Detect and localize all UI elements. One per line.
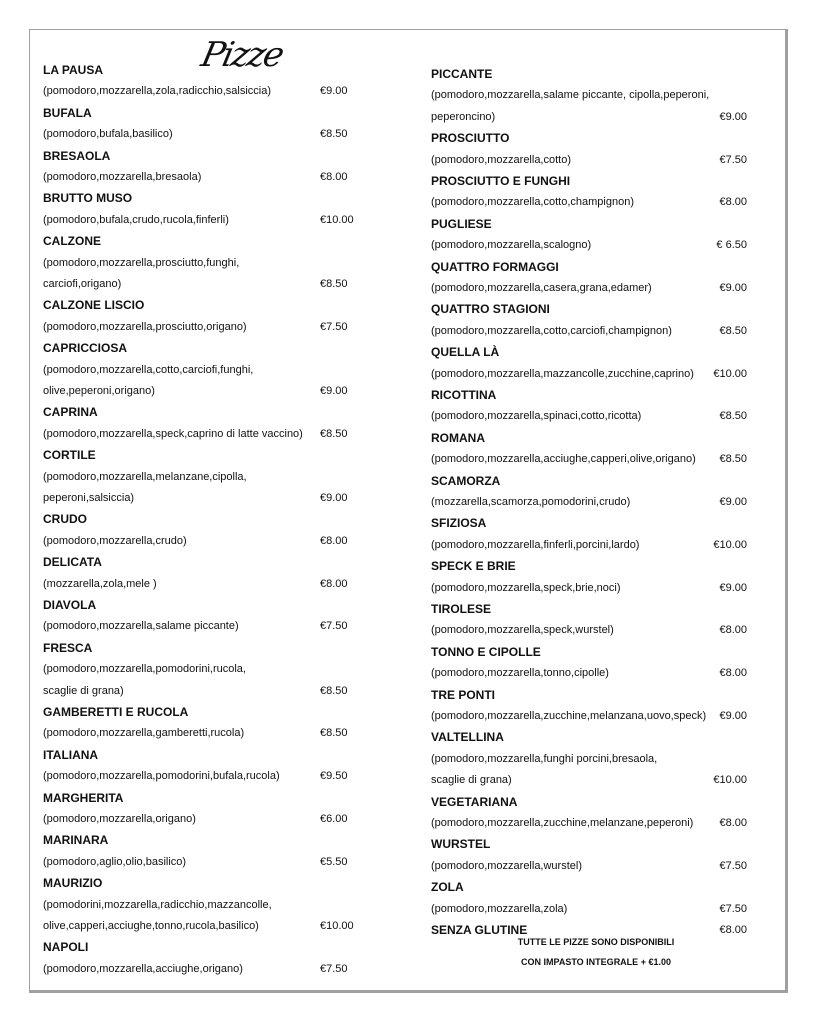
pizza-name: NAPOLI bbox=[43, 940, 89, 955]
pizza-ingredients: (pomodoro,mozzarella,cotto,carciofi,champignon) bbox=[431, 324, 672, 337]
pizza-price: €9.00 bbox=[719, 282, 747, 294]
pizza-price: €7.50 bbox=[320, 962, 348, 975]
pizza-price: €8.50 bbox=[320, 684, 348, 697]
pizza-name: MARGHERITA bbox=[43, 790, 124, 805]
pizza-price: €8.50 bbox=[320, 427, 348, 440]
pizza-price: €10.00 bbox=[320, 213, 354, 226]
footer-line-1: TUTTE LE PIZZE SONO DISPONIBILI bbox=[517, 937, 675, 947]
pizza-ingredients: (pomodoro,mozzarella,origano) bbox=[43, 813, 196, 825]
pizza-ingredients: scaglie di grana) bbox=[43, 684, 124, 697]
pizza-name: CALZONE bbox=[43, 234, 101, 249]
pizza-price: €8.50 bbox=[719, 453, 747, 466]
pizza-name: MARINARA bbox=[43, 833, 109, 848]
pizza-name: GAMBERETTI E RUCOLA bbox=[43, 705, 189, 719]
pizza-ingredients: (pomodoro,mozzarella,speck,wurstel) bbox=[431, 624, 614, 637]
pizza-name: VEGETARIANA bbox=[431, 794, 518, 809]
pizza-ingredients: (pomodoro,mozzarella,speck,brie,noci) bbox=[431, 581, 621, 594]
pizza-ingredients: (pomodoro,mozzarella,bresaola) bbox=[43, 171, 202, 183]
pizza-ingredients: (pomodoro,mozzarella,crudo) bbox=[43, 534, 187, 547]
pizza-name: SPECK E BRIE bbox=[431, 559, 516, 574]
pizza-price: €9.00 bbox=[719, 710, 747, 722]
pizza-price: €9.00 bbox=[320, 492, 348, 504]
pizza-price: €8.00 bbox=[320, 534, 348, 547]
pizza-price: €7.50 bbox=[719, 902, 747, 915]
pizza-name: CAPRINA bbox=[43, 405, 98, 420]
pizza-name: CRUDO bbox=[43, 512, 87, 527]
pizza-ingredients: (pomodoro,mozzarella,zucchine,melanzane,peperoni) bbox=[431, 817, 694, 829]
pizza-ingredients: (pomodoro,bufala,basilico) bbox=[43, 128, 173, 141]
pizza-price: €8.00 bbox=[719, 196, 747, 209]
pizza-ingredients: (pomodoro,mozzarella,cotto,champignon) bbox=[431, 196, 634, 209]
pizza-ingredients: (pomodoro,mozzarella,acciughe,origano) bbox=[43, 962, 243, 975]
pizza-name: MAURIZIO bbox=[43, 876, 103, 891]
pizza-ingredients: (pomodoro,mozzarella,acciughe,capperi,olive,origano) bbox=[431, 453, 696, 466]
pizza-name: CAPRICCIOSA bbox=[43, 341, 128, 356]
pizza-name: DIAVOLA bbox=[43, 598, 97, 612]
pizza-price: €8.00 bbox=[719, 667, 747, 680]
pizza-ingredients: scaglie di grana) bbox=[431, 774, 512, 787]
pizza-name: TONNO E CIPOLLE bbox=[431, 644, 541, 659]
pizza-price: €8.50 bbox=[320, 278, 348, 290]
pizza-name: SFIZIOSA bbox=[431, 516, 487, 531]
pizza-ingredients: (pomodoro,mozzarella,mazzancolle,zucchine,caprino) bbox=[431, 367, 694, 380]
pizza-name: PUGLIESE bbox=[431, 216, 492, 231]
pizza-price: €8.50 bbox=[719, 410, 747, 423]
pizza-name: PROSCIUTTO E FUNGHI bbox=[431, 174, 571, 188]
pizza-ingredients: (pomodoro,mozzarella,spinaci,cotto,ricotta) bbox=[431, 410, 642, 423]
pizza-ingredients: (mozzarella,scamorza,pomodorini,crudo) bbox=[431, 496, 631, 508]
pizza-price: €7.50 bbox=[719, 859, 747, 872]
pizza-price: €9.00 bbox=[320, 85, 348, 98]
pizza-price: €10.00 bbox=[713, 538, 747, 551]
pizza-name: TIROLESE bbox=[431, 602, 492, 616]
pizza-name: WURSTEL bbox=[431, 837, 491, 852]
pizza-price: €7.50 bbox=[719, 153, 747, 166]
pizza-ingredients: (pomodoro,mozzarella,salame piccante, cipolla,peperoni, bbox=[431, 89, 710, 102]
pizza-ingredients: (pomodoro,mozzarella,melanzane,cipolla, bbox=[43, 470, 247, 483]
pizza-ingredients: (pomodoro,mozzarella,funghi porcini,bresaola, bbox=[431, 752, 658, 765]
pizza-ingredients: (pomodoro,mozzarella,pomodorini,rucola, bbox=[43, 663, 246, 676]
pizza-name: RICOTTINA bbox=[431, 388, 497, 402]
pizza-price: €10.00 bbox=[320, 920, 354, 932]
pizza-ingredients: (pomodoro,mozzarella,zola,radicchio,salsiccia) bbox=[43, 85, 272, 98]
pizza-price: €9.00 bbox=[719, 110, 747, 123]
pizza-ingredients: (pomodoro,mozzarella,zucchine,melanzana,uovo,speck) bbox=[431, 710, 707, 722]
pizza-ingredients: (pomodoro,mozzarella,zola) bbox=[431, 902, 568, 915]
pizza-name: QUATTRO STAGIONI bbox=[431, 302, 550, 317]
pizza-price: €10.00 bbox=[713, 367, 747, 380]
pizza-ingredients: (pomodorini,mozzarella,radicchio,mazzancolle, bbox=[43, 898, 272, 911]
pizza-name: QUATTRO FORMAGGI bbox=[431, 259, 559, 274]
pizza-price: € 6.50 bbox=[716, 239, 747, 252]
pizza-ingredients: peperoni,salsiccia) bbox=[43, 492, 135, 504]
pizza-ingredients: (pomodoro,mozzarella,scalogno) bbox=[431, 239, 592, 252]
pizza-name: BRUTTO MUSO bbox=[43, 191, 133, 206]
pizza-name: PICCANTE bbox=[431, 67, 493, 81]
pizza-name: QUELLA LÀ bbox=[431, 345, 500, 360]
pizza-ingredients: (pomodoro,mozzarella,gamberetti,rucola) bbox=[43, 727, 245, 740]
pizza-price: €9.00 bbox=[719, 581, 747, 594]
pizza-name: CALZONE LISCIO bbox=[43, 298, 145, 313]
pizza-ingredients: (pomodoro,mozzarella,wurstel) bbox=[431, 859, 582, 872]
pizza-price: €8.50 bbox=[719, 324, 747, 337]
pizza-ingredients: (pomodoro,mozzarella,cotto) bbox=[431, 153, 572, 166]
pizza-name: TRE PONTI bbox=[431, 687, 496, 702]
pizza-ingredients: (pomodoro,mozzarella,finferli,porcini,lardo) bbox=[431, 538, 640, 551]
pizza-name: PROSCIUTTO bbox=[431, 131, 510, 146]
pizza-name: CORTILE bbox=[43, 448, 96, 463]
pizza-price: €8.00 bbox=[320, 171, 348, 183]
pizza-price: €8.00 bbox=[719, 624, 747, 637]
pizza-name: BUFALA bbox=[43, 105, 92, 120]
pizza-price: €8.00 bbox=[719, 924, 747, 936]
pizza-ingredients: carciofi,origano) bbox=[43, 278, 122, 290]
pizza-ingredients: (pomodoro,bufala,crudo,rucola,finferli) bbox=[43, 213, 229, 226]
pizza-name: BRESAOLA bbox=[43, 148, 111, 163]
pizza-name: LA PAUSA bbox=[43, 63, 103, 77]
pizza-price: €8.00 bbox=[320, 577, 348, 590]
pizza-name: ZOLA bbox=[431, 880, 464, 895]
pizza-price: €9.00 bbox=[719, 496, 747, 508]
pizza-price: €6.00 bbox=[320, 813, 348, 825]
pizza-ingredients: (pomodoro,mozzarella,prosciutto,origano) bbox=[43, 320, 247, 333]
pizza-ingredients: (pomodoro,mozzarella,tonno,cipolle) bbox=[431, 667, 609, 680]
pizza-ingredients: (pomodoro,mozzarella,salame piccante) bbox=[43, 620, 239, 633]
pizza-price: €10.00 bbox=[713, 774, 747, 787]
pizza-name: DELICATA bbox=[43, 555, 102, 570]
pizza-ingredients: (pomodoro,mozzarella,casera,grana,edamer) bbox=[431, 282, 652, 294]
pizza-price: €8.50 bbox=[320, 128, 348, 141]
pizza-price: €8.00 bbox=[719, 817, 747, 829]
pizza-name: ITALIANA bbox=[43, 747, 99, 762]
pizza-ingredients: (pomodoro,mozzarella,speck,caprino di latte vaccino) bbox=[43, 427, 303, 440]
pizza-ingredients: olive,capperi,acciughe,tonno,rucola,basilico) bbox=[43, 920, 259, 932]
pizza-price: €9.00 bbox=[320, 385, 348, 397]
pizza-ingredients: (mozzarella,zola,mele ) bbox=[43, 577, 157, 590]
pizza-name: SENZA GLUTINE bbox=[431, 923, 528, 937]
pizza-price: €7.50 bbox=[320, 320, 348, 333]
footer-line-2: CON IMPASTO INTEGRALE + €1.00 bbox=[521, 957, 671, 967]
pizza-ingredients: (pomodoro,mozzarella,pomodorini,bufala,rucola) bbox=[43, 770, 280, 783]
pizza-ingredients: (pomodoro,mozzarella,cotto,carciofi,funghi, bbox=[43, 363, 254, 376]
pizza-price: €7.50 bbox=[320, 620, 348, 633]
pizza-name: ROMANA bbox=[431, 430, 485, 445]
pizza-price: €8.50 bbox=[320, 727, 348, 740]
pizza-ingredients: (pomodoro,aglio,olio,basilico) bbox=[43, 855, 187, 868]
menu-title: Pizze bbox=[197, 35, 286, 75]
pizza-ingredients: (pomodoro,mozzarella,prosciutto,funghi, bbox=[43, 256, 240, 269]
pizza-price: €9.50 bbox=[320, 770, 348, 783]
pizza-name: FRESCA bbox=[43, 640, 93, 655]
pizza-price: €5.50 bbox=[320, 855, 348, 868]
pizza-ingredients: olive,peperoni,origano) bbox=[43, 385, 155, 397]
pizza-ingredients: peperoncino) bbox=[431, 110, 496, 123]
pizza-name: VALTELLINA bbox=[431, 730, 504, 745]
pizza-name: SCAMORZA bbox=[431, 473, 501, 488]
